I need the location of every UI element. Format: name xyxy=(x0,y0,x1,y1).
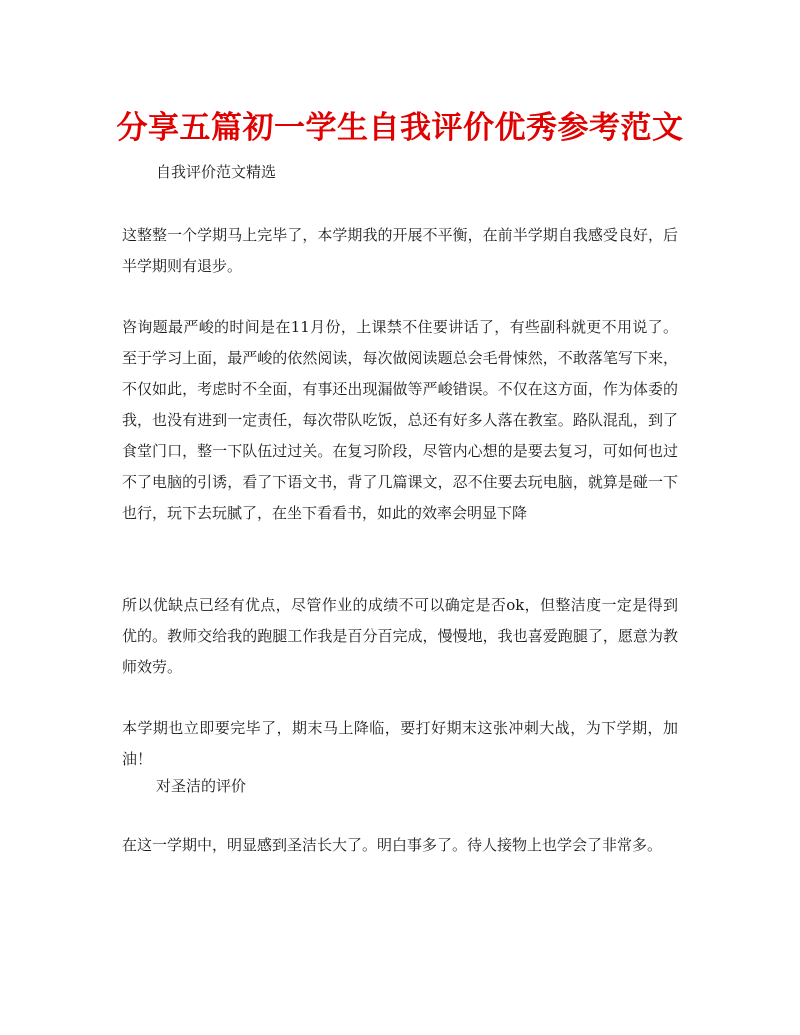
section-heading-evaluation: 对圣洁的评价 xyxy=(156,777,247,795)
paragraph-5: 在这一学期中，明显感到圣洁长大了。明白事多了。待人接物上也学会了非常多。 xyxy=(122,836,663,854)
paragraph-1: 这整整一个学期马上完毕了，本学期我的开展不平衡，在前半学期自我感受良好，后半学期则有退步。 xyxy=(122,226,678,275)
document-title: 分享五篇初一学生自我评价优秀参考范文 xyxy=(116,110,684,146)
paragraph-2: 咨询题最严峻的时间是在11月份，上课禁不住要讲话了，有些副科就更不用说了。至于学习上面，最严峻的依然阅读，每次做阅读题总会毛骨悚然，不敢落笔写下来，不仅如此，考虑时不全面，有事还出现漏做等严峻错误。不仅在这方面，作为体委的我，也没有进到一定责任，每次带队吃饭，总还有好多人落在教室。路队混乱，到了食堂门口，整一下队伍过过关。在复习阶段，尽管内心想的是要去复习，可如何也过不了电脑的引诱，看了下语文书，背了几篇课文，忍不住要去玩电脑，就算是碰一下也行，玩下去玩腻了，在坐下看看书，如此的效率会明显下降 xyxy=(122,318,678,522)
paragraph-4: 本学期也立即要完毕了，期末马上降临，要打好期末这张冲刺大战，为下学期，加油！ xyxy=(122,719,678,768)
section-heading-essay-selection: 自我评价范文精选 xyxy=(156,163,277,181)
paragraph-3: 所以优缺点已经有优点，尽管作业的成绩不可以确定是否ok，但整洁度一定是得到优的。教师交给我的跑腿工作我是百分百完成，慢慢地，我也喜爱跑腿了，愿意为教师效劳。 xyxy=(122,596,678,676)
